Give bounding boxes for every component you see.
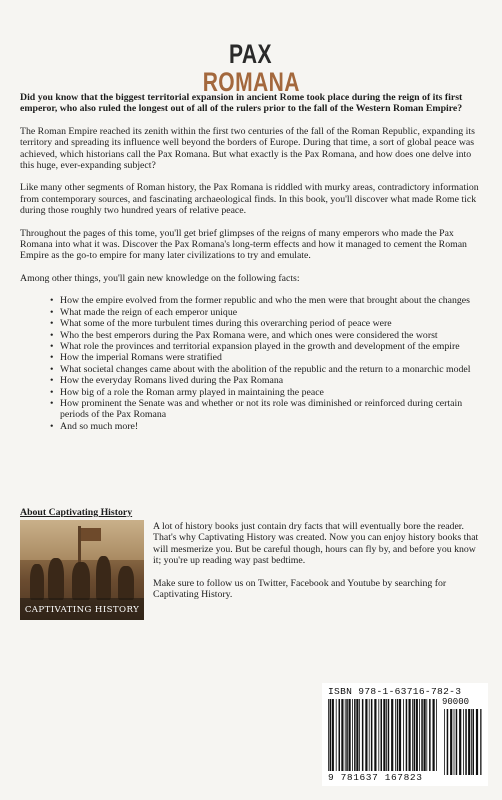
- barcode-bar: [419, 699, 420, 771]
- barcode-bar: [399, 699, 401, 771]
- barcode-bar: [365, 699, 367, 771]
- barcode-bar: [352, 699, 353, 771]
- barcode-bar: [381, 699, 383, 771]
- barcode-bar: [450, 709, 452, 775]
- barcode-bar: [345, 699, 346, 771]
- paragraph-3: Throughout the pages of this tome, you'll get brief glimpses of the reigns of many emperors who made the Pax Romana into what it was. Discover the Pax Romana's long-term effects and how it managed to cement the Roman Empire as the go-to empire for many later civilizations to try and emulate.: [20, 227, 467, 262]
- barcode-bar: [424, 699, 426, 771]
- list-item: • What role the provinces and territorial expansion played in the growth and development of the empire: [50, 341, 484, 352]
- barcode-addon-number: 90000: [442, 697, 470, 707]
- barcode-bar: [465, 709, 467, 775]
- list-item: • How big of a role the Roman army played in maintaining the peace: [50, 387, 484, 398]
- barcode-bar: [480, 709, 481, 775]
- barcode-bar: [459, 709, 461, 775]
- barcode-bar: [349, 699, 351, 771]
- barcode-bar: [397, 699, 399, 771]
- barcode-bar: [454, 709, 455, 775]
- barcode-bar: [456, 709, 458, 775]
- barcode-bar: [362, 699, 364, 771]
- title-line-1: PAX: [229, 39, 273, 69]
- list-item: • How the imperial Romans were stratified: [50, 352, 484, 363]
- barcode-bar: [395, 699, 396, 771]
- barcode-bar: [346, 699, 348, 771]
- paragraph-2: Like many other segments of Roman history, the Pax Romana is riddled with murky areas, contradictory information from contemporary sources, and fascinating archaeological finds. In this book, you'll discover what made Rome tick during those roughly two hundred years of relative peace.: [20, 182, 479, 217]
- paragraph-4: Among other things, you'll gain new knowledge on the following facts:: [20, 272, 300, 284]
- barcode-bar: [482, 709, 483, 775]
- list-item: • What made the reign of each emperor unique: [50, 307, 484, 318]
- figure-shape: [48, 558, 64, 600]
- title-line-2: ROMANA: [202, 67, 300, 97]
- barcode-bar: [386, 699, 387, 771]
- barcode-bar: [371, 699, 373, 771]
- barcode-bar: [354, 699, 356, 771]
- barcode-addon-bars-icon: [444, 709, 482, 775]
- barcode-bar: [339, 699, 341, 771]
- barcode-bar: [468, 709, 470, 775]
- about-paragraph-1: A lot of history books just contain dry facts that will eventually bore the reader. That's why Captivating History was created. Now you can enjoy history books that will mesmerize you. But be careful though, hours can fly by, and before you know it; you're up reading way past bedtime.: [153, 521, 479, 567]
- barcode-bar: [414, 699, 416, 771]
- list-item: • Who the best emperors during the Pax Romana were, and which ones were considered the worst: [50, 330, 484, 341]
- lead-question: Did you know that the biggest territorial expansion in ancient Rome took place during the reign of its first emperor, who also ruled the longest out of all of the rulers prior to the fall of the Western Roman Empire?: [20, 92, 463, 115]
- list-item: • How prominent the Senate was and whether or not its role was diminished or reinforced during certain periods of the Pax Romana: [50, 398, 484, 421]
- barcode-bar: [409, 699, 411, 771]
- barcode-bar: [416, 699, 418, 771]
- barcode-bar: [336, 699, 337, 771]
- list-item: • How the everyday Romans lived during the Pax Romana: [50, 375, 484, 386]
- brand-name: CAPTIVATING HISTORY: [24, 605, 140, 615]
- barcode-bar: [429, 699, 431, 771]
- barcode-bar: [388, 699, 390, 771]
- list-item: • What societal changes came about with the abolition of the republic and the return to a monarchic model: [50, 364, 484, 375]
- barcode-bar: [332, 699, 334, 771]
- figure-shape: [72, 562, 90, 600]
- barcode-bar: [436, 699, 437, 771]
- barcode-bar: [463, 709, 464, 775]
- about-heading: About Captivating History: [20, 507, 133, 518]
- barcode-bar: [471, 709, 472, 775]
- isbn-barcode: [322, 683, 488, 786]
- barcode-bar: [426, 699, 427, 771]
- barcode-bar: [473, 709, 475, 775]
- barcode-digits: 9 781637 167823: [328, 772, 423, 783]
- barcode-bar: [378, 699, 379, 771]
- barcode-bar: [444, 709, 445, 775]
- flag-icon: [81, 528, 101, 541]
- figure-shape: [118, 566, 134, 600]
- barcode-bar: [421, 699, 423, 771]
- paragraph-1: The Roman Empire reached its zenith within the first two centuries of the fall of the Roman Republic, expanding its territory and spreading its influence well beyond the borders of Europe. During that time, a sort of global peace was achieved, which historians call the Pax Romana. But what exactly is the Pax Romana, and how does one delve into this huge, ever-expanding subject?: [20, 125, 475, 172]
- barcode-bar: [403, 699, 404, 771]
- figure-shape: [30, 564, 44, 600]
- barcode-bar: [328, 699, 329, 771]
- book-title: [0, 40, 502, 96]
- list-item: • What some of the more turbulent times during this overarching period of peace were: [50, 318, 484, 329]
- barcode-bar: [383, 699, 385, 771]
- barcode-bar: [433, 699, 435, 771]
- barcode-bars-icon: [328, 699, 438, 775]
- blurb: [20, 92, 484, 441]
- barcode-bar: [330, 699, 332, 771]
- about-paragraph-2: Make sure to follow us on Twitter, Facebook and Youtube by searching for Captivating History.: [153, 577, 447, 601]
- barcode-bar: [369, 699, 370, 771]
- barcode-bar: [374, 699, 376, 771]
- list-item: • How the empire evolved from the former republic and who the men were that brought about the changes: [50, 295, 484, 306]
- facts-list: [20, 295, 484, 432]
- isbn-number: ISBN 978-1-63716-782-3: [328, 686, 462, 697]
- barcode-bar: [341, 699, 343, 771]
- barcode-bar: [406, 699, 408, 771]
- barcode-bar: [447, 709, 449, 775]
- barcode-bar: [412, 699, 413, 771]
- barcode-bar: [476, 709, 478, 775]
- barcode-bar: [359, 699, 360, 771]
- publisher-logo-image: [20, 520, 144, 620]
- list-item: • And so much more!: [50, 421, 484, 432]
- barcode-bar: [391, 699, 393, 771]
- figure-shape: [96, 556, 111, 600]
- barcode-bar: [356, 699, 358, 771]
- about-text: [153, 521, 484, 611]
